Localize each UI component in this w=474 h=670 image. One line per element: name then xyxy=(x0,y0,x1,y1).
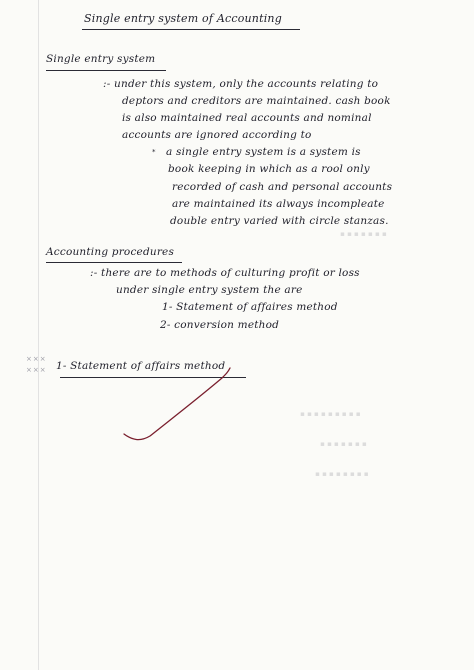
bleed-through-marks: ▪ ▪ ▪ ▪ ▪ ▪ ▪ ▪ xyxy=(315,470,369,478)
bullet-line-2: book keeping in which as a rool only xyxy=(168,163,370,175)
bullet-line-1: a single entry system is a system is xyxy=(166,146,361,158)
section-heading-single-entry: Single entry system xyxy=(46,53,156,65)
section1-line-3: is also maintained real accounts and nominal xyxy=(122,112,372,124)
section-heading-procedures: Accounting procedures xyxy=(46,246,175,258)
method-item-2: 2- conversion method xyxy=(160,319,280,331)
section2-line-2: under single entry system the are xyxy=(116,284,303,296)
bullet-line-5: double entry varied with circle stanzas. xyxy=(170,215,389,227)
bleed-through-marks: ▪ ▪ ▪ ▪ ▪ ▪ ▪ xyxy=(340,230,387,238)
section1-line-1: :- under this system, only the accounts relating to xyxy=(103,78,379,90)
section1-line-2: deptors and creditors are maintained. cash book xyxy=(122,95,391,107)
section2-line-1: :- there are to methods of culturing profit or loss xyxy=(90,267,360,279)
bullet-star-icon: * xyxy=(152,148,156,156)
bleed-through-marks: ▪ ▪ ▪ ▪ ▪ ▪ ▪ xyxy=(320,440,367,448)
bullet-line-3: recorded of cash and personal accounts xyxy=(172,181,393,193)
bullet-line-4: are maintained its always incompleate xyxy=(172,198,385,210)
bleed-through-marks: ▪ ▪ ▪ ▪ ▪ ▪ ▪ ▪ ▪ xyxy=(300,410,361,418)
section-heading-statement: 1- Statement of affairs method xyxy=(56,360,226,372)
method-item-1: 1- Statement of affaires method xyxy=(162,301,338,313)
section1-line-4: accounts are ignored according to xyxy=(122,129,312,141)
page-title: Single entry system of Accounting xyxy=(84,12,282,25)
cross-marks: ××× ××× xyxy=(26,355,47,374)
